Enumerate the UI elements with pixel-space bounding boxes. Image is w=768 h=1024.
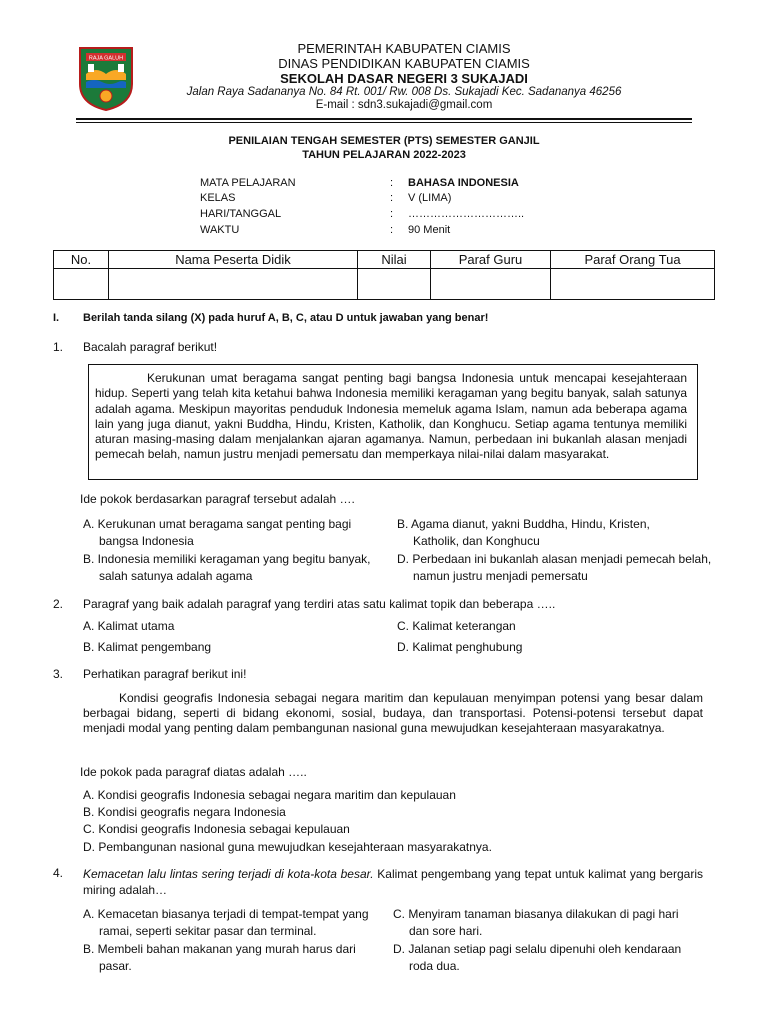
q4-question <box>83 866 703 898</box>
info-value-class: V (LIMA) <box>408 192 452 204</box>
q3-option-b[interactable]: B. Kondisi geografis negara Indonesia <box>83 805 286 819</box>
section-number: I. <box>53 312 60 324</box>
col-name: Nama Peserta Didik <box>109 251 358 269</box>
cell-no[interactable] <box>54 269 109 300</box>
header-email: E-mail : sdn3.sukajadi@gmail.com <box>315 99 493 111</box>
info-colon: : <box>390 192 394 204</box>
q4-number: 4. <box>53 866 64 880</box>
q3-option-c[interactable]: C. Kondisi geografis Indonesia sebagai kepulauan <box>83 822 350 836</box>
cell-teacher-sign[interactable] <box>431 269 551 300</box>
q2-number: 2. <box>53 597 64 611</box>
q4-italic-sentence: Kemacetan lalu lintas sering terjadi di kota-kota besar. <box>83 867 374 881</box>
cell-score[interactable] <box>358 269 431 300</box>
q3-paragraph: Kondisi geografis Indonesia sebagai negara maritim dan kepulauan menyimpan potensi yang besar dalam berbagai bidang, seperti di bidang ekonomi, sosial, budaya, dan transportasi. Potensi-potensi tersebut dapat menjadi modal yang penting dalam pembangunan nasional guna mewujudkan kesejahteraan masyarakatnya. <box>83 691 703 735</box>
q4-option-d[interactable]: D. Jalanan setiap pagi selalu dipenuhi oleh kendaraan roda dua. <box>393 942 682 973</box>
info-colon: : <box>390 224 394 236</box>
info-value-subject: BAHASA INDONESIA <box>408 177 519 189</box>
info-label-date: HARI/TANGGAL <box>200 208 282 220</box>
q1-option-c[interactable]: B. Agama dianut, yakni Buddha, Hindu, Kristen, Katholik, dan Konghucu <box>397 517 650 548</box>
q1-option-d[interactable]: D. Perbedaan ini bukanlah alasan menjadi pemecah belah, namun justru menjadi pemersatu <box>397 552 712 583</box>
q3-option-a[interactable]: A. Kondisi geografis Indonesia sebagai negara maritim dan kepulauan <box>83 788 456 802</box>
cell-parent-sign[interactable] <box>551 269 715 300</box>
q3-question: Ide pokok pada paragraf diatas adalah ….. <box>80 765 307 779</box>
header-school-name: SEKOLAH DASAR NEGERI 3 SUKAJADI <box>280 71 528 86</box>
q2-question: Paragraf yang baik adalah paragraf yang terdiri atas satu kalimat topik dan beberapa ….. <box>83 597 556 611</box>
q1-question: Ide pokok berdasarkan paragraf tersebut adalah …. <box>80 492 355 506</box>
header-divider <box>76 118 692 120</box>
col-parent-sign: Paraf Orang Tua <box>551 251 715 269</box>
q1-option-a[interactable]: A. Kerukunan umat beragama sangat penting bagi bangsa Indonesia <box>83 517 352 548</box>
q2-option-a[interactable]: A. Kalimat utama <box>83 619 175 633</box>
q1-option-b[interactable]: B. Indonesia memiliki keragaman yang begitu banyak, salah satunya adalah agama <box>83 552 371 583</box>
q1-number: 1. <box>53 340 64 354</box>
info-label-time: WAKTU <box>200 224 240 236</box>
student-table <box>53 250 715 300</box>
cell-name[interactable] <box>109 269 358 300</box>
q4-option-a[interactable]: A. Kemacetan biasanya terjadi di tempat-tempat yang ramai, seperti sekitar pasar dan terminal. <box>83 907 369 938</box>
q3-option-d[interactable]: D. Pembangunan nasional guna mewujudkan kesejahteraan masyarakatnya. <box>83 840 492 854</box>
info-label-subject: MATA PELAJARAN <box>200 177 296 189</box>
col-teacher-sign: Paraf Guru <box>431 251 551 269</box>
header-divider-thin <box>76 122 692 123</box>
q4-option-b[interactable]: B. Membeli bahan makanan yang murah harus dari pasar. <box>83 942 356 973</box>
q1-paragraph: Kerukunan umat beragama sangat penting bagi bangsa Indonesia untuk mencapai kesejahteraan hidup. Seperti yang telah kita ketahui bahwa Indonesia memiliki keragaman yang begitu banyak, salah satunya adalah agama. Meskipun mayoritas penduduk Indonesia memeluk agama Islam, namun ada beberapa agama lain yang juga dianut, yakni Buddha, Hindu, Kristen, Katholik, dan Konghucu. Setiap agama tentunya memiliki aturan masing-masing dalam menjalankan ajaran agamanya. Namun, perbedaan ini bukanlah alasan menjadi pemecah belah, namun justru menjadi pemersatu dan memperkaya nilai-nilai dalam masyarakat. <box>95 371 687 462</box>
col-score: Nilai <box>358 251 431 269</box>
col-no: No. <box>54 251 109 269</box>
q3-number: 3. <box>53 667 64 681</box>
info-value-date: ………………………….. <box>408 208 525 220</box>
info-colon: : <box>390 208 394 220</box>
q2-option-b[interactable]: B. Kalimat pengembang <box>83 640 212 654</box>
section-instruction: Berilah tanda silang (X) pada huruf A, B, C, atau D untuk jawaban yang benar! <box>83 312 489 324</box>
logo-text: RAJA GALUH <box>88 55 124 62</box>
q2-option-d[interactable]: D. Kalimat penghubung <box>397 640 523 654</box>
info-value-time: 90 Menit <box>408 224 451 236</box>
header-address: Jalan Raya Sadananya No. 84 Rt. 001/ Rw. 008 Ds. Sukajadi Kec. Sadananya 46256 <box>186 86 622 98</box>
header-government: PEMERINTAH KABUPATEN CIAMIS <box>297 41 511 56</box>
q1-prompt: Bacalah paragraf berikut! <box>83 340 218 354</box>
header-department: DINAS PENDIDIKAN KABUPATEN CIAMIS <box>278 56 530 71</box>
q2-option-c[interactable]: C. Kalimat keterangan <box>397 619 516 633</box>
exam-year: TAHUN PELAJARAN 2022-2023 <box>302 149 466 161</box>
q4-question-rest: Kalimat pengembang yang tepat untuk kalimat yang bergaris miring adalah… <box>83 867 703 897</box>
exam-title: PENILAIAN TENGAH SEMESTER (PTS) SEMESTER GANJIL <box>228 135 540 147</box>
q3-prompt: Perhatikan paragraf berikut ini! <box>83 667 247 681</box>
info-label-class: KELAS <box>200 192 236 204</box>
info-colon: : <box>390 177 394 189</box>
q4-option-c[interactable]: C. Menyiram tanaman biasanya dilakukan di pagi hari dan sore hari. <box>393 907 679 938</box>
